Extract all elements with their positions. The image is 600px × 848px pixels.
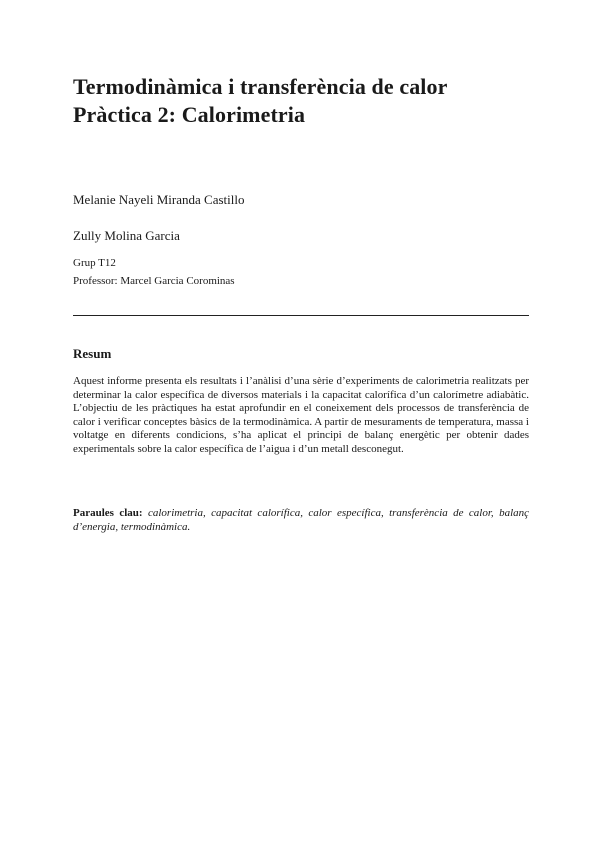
horizontal-divider: [73, 315, 529, 316]
abstract-heading: Resum: [73, 346, 112, 361]
title-line-2: Pràctica 2: Calorimetria: [73, 102, 306, 127]
keywords-list: calorimetria, capacitat calorífica, calor específica, transferència de calor, balanç d’energia, termodinàmica.: [73, 507, 530, 533]
abstract-body: Aquest informe presenta els resultats i l’anàlisi d’una sèrie d’experiments de calorimetria realitzats per determinar la calor específica de diversos materials i la capacitat calorífica d’un calorímetre adiabàtic. L’objectiu de les pràctiques ha estat aprofundir en el coneixement dels processos de transferència de calor i verificar conceptes bàsics de la termodinàmica. A partir de mesuraments de temperatura, massa i voltatge en diferents condicions, s’ha aplicat el principi de balanç energètic per obtenir dades experimentals sobre la calor específica de l’aigua i d’un metall desconegut.: [73, 375, 529, 455]
group-label: Grup T12: [73, 257, 116, 269]
author-1: Melanie Nayeli Miranda Castillo: [73, 192, 245, 207]
document-title: [73, 73, 543, 129]
author-2: Zully Molina Garcia: [73, 228, 180, 243]
professor-label: Professor: Marcel Garcia Corominas: [73, 275, 235, 287]
keywords-paragraph: [73, 506, 529, 534]
title-line-1: Termodinàmica i transferència de calor: [73, 74, 448, 99]
keywords-label: Paraules clau:: [73, 507, 143, 519]
